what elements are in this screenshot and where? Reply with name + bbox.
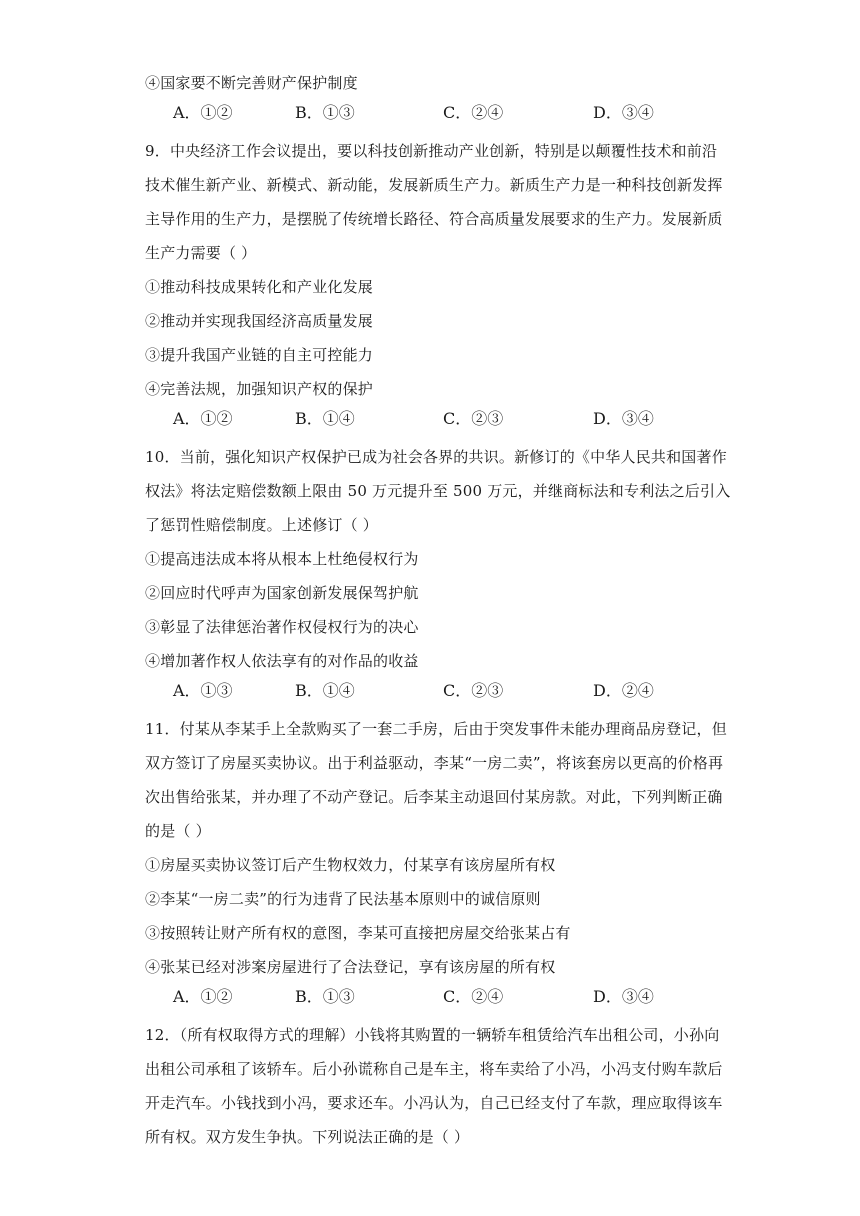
option-b[interactable]: B．①③ (295, 103, 355, 122)
option-d[interactable]: D．②④ (593, 681, 654, 700)
statement: ④国家要不断完善财产保护制度 (145, 74, 358, 92)
options-row (145, 100, 725, 134)
statement: ①房屋买卖协议签订后产生物权效力，付某享有该房屋所有权 (145, 856, 556, 874)
option-c[interactable]: C．②③ (443, 681, 504, 700)
statement: ①提高违法成本将从根本上杜绝侵权行为 (145, 550, 419, 568)
question-stem-line: 了惩罚性赔偿制度。上述修订（ ） (145, 516, 378, 534)
statement: ①推动科技成果转化和产业化发展 (145, 278, 374, 296)
statement: ③提升我国产业链的自主可控能力 (145, 346, 374, 364)
question-12 (145, 1018, 725, 1154)
question-stem-line: 的是（ ） (145, 822, 211, 840)
options-row (145, 984, 725, 1018)
question-stem-line: 10．当前，强化知识产权保护已成为社会各界的共识。新修订的《中华人民共和国著作 (145, 448, 727, 466)
question-stem-line: 11．付某从李某手上全款购买了一套二手房，后由于突发事件未能办理商品房登记，但 (145, 720, 727, 738)
exam-page (145, 66, 731, 1154)
question-stem-line: 出租公司承租了该轿车。后小孙谎称自己是车主，将车卖给了小冯，小冯支付购车款后 (145, 1060, 723, 1078)
statement: ③按照转让财产所有权的意图，李某可直接把房屋交给张某占有 (145, 924, 571, 942)
statement: ③彰显了法律惩治著作权侵权行为的决心 (145, 618, 419, 636)
options-row (145, 678, 725, 712)
option-d[interactable]: D．③④ (593, 987, 654, 1006)
statement: ④完善法规，加强知识产权的保护 (145, 380, 374, 398)
option-d[interactable]: D．③④ (593, 409, 654, 428)
question-8-tail (145, 66, 725, 134)
question-stem-line: 开走汽车。小钱找到小冯，要求还车。小冯认为，自己已经支付了车款，理应取得该车 (145, 1094, 723, 1112)
question-10 (145, 440, 731, 712)
question-stem-line: 权法》将法定赔偿数额上限由 50 万元提升至 500 万元，并继商标法和专利法之后引入 (145, 482, 731, 500)
option-a[interactable]: A．①② (173, 103, 233, 122)
option-b[interactable]: B．①④ (295, 409, 355, 428)
option-c[interactable]: C．②④ (443, 987, 504, 1006)
question-stem-line: 双方签订了房屋买卖协议。出于利益驱动，李某“一房二卖”，将该套房以更高的价格再 (145, 754, 724, 772)
statement: ②李某“一房二卖”的行为违背了民法基本原则中的诚信原则 (145, 890, 541, 908)
question-stem-line: 9．中央经济工作会议提出，要以科技创新推动产业创新，特别是以颠覆性技术和前沿 (145, 142, 718, 160)
option-a[interactable]: A．①② (173, 409, 233, 428)
option-a[interactable]: A．①② (173, 987, 233, 1006)
question-9 (145, 134, 725, 440)
options-row (145, 406, 725, 440)
option-b[interactable]: B．①④ (295, 681, 355, 700)
statement: ②回应时代呼声为国家创新发展保驾护航 (145, 584, 419, 602)
statement: ④增加著作权人依法享有的对作品的收益 (145, 652, 419, 670)
question-11 (145, 712, 725, 1018)
question-stem-line: 所有权。双方发生争执。下列说法正确的是（ ） (145, 1128, 470, 1146)
option-c[interactable]: C．②④ (443, 103, 504, 122)
statement: ④张某已经对涉案房屋进行了合法登记，享有该房屋的所有权 (145, 958, 556, 976)
question-stem-line: 12．（所有权取得方式的理解）小钱将其购置的一辆轿车租赁给汽车出租公司，小孙向 (145, 1026, 720, 1044)
question-stem-line: 主导作用的生产力，是摆脱了传统增长路径、符合高质量发展要求的生产力。发展新质 (145, 210, 723, 228)
statement: ②推动并实现我国经济高质量发展 (145, 312, 374, 330)
question-stem-line: 生产力需要（ ） (145, 244, 257, 262)
question-stem-line: 次出售给张某，并办理了不动产登记。后李某主动退回付某房款。对此，下列判断正确 (145, 788, 723, 806)
option-b[interactable]: B．①③ (295, 987, 355, 1006)
option-d[interactable]: D．③④ (593, 103, 654, 122)
question-stem-line: 技术催生新产业、新模式、新动能，发展新质生产力。新质生产力是一种科技创新发挥 (145, 176, 723, 194)
option-c[interactable]: C．②③ (443, 409, 504, 428)
option-a[interactable]: A．①③ (173, 681, 233, 700)
